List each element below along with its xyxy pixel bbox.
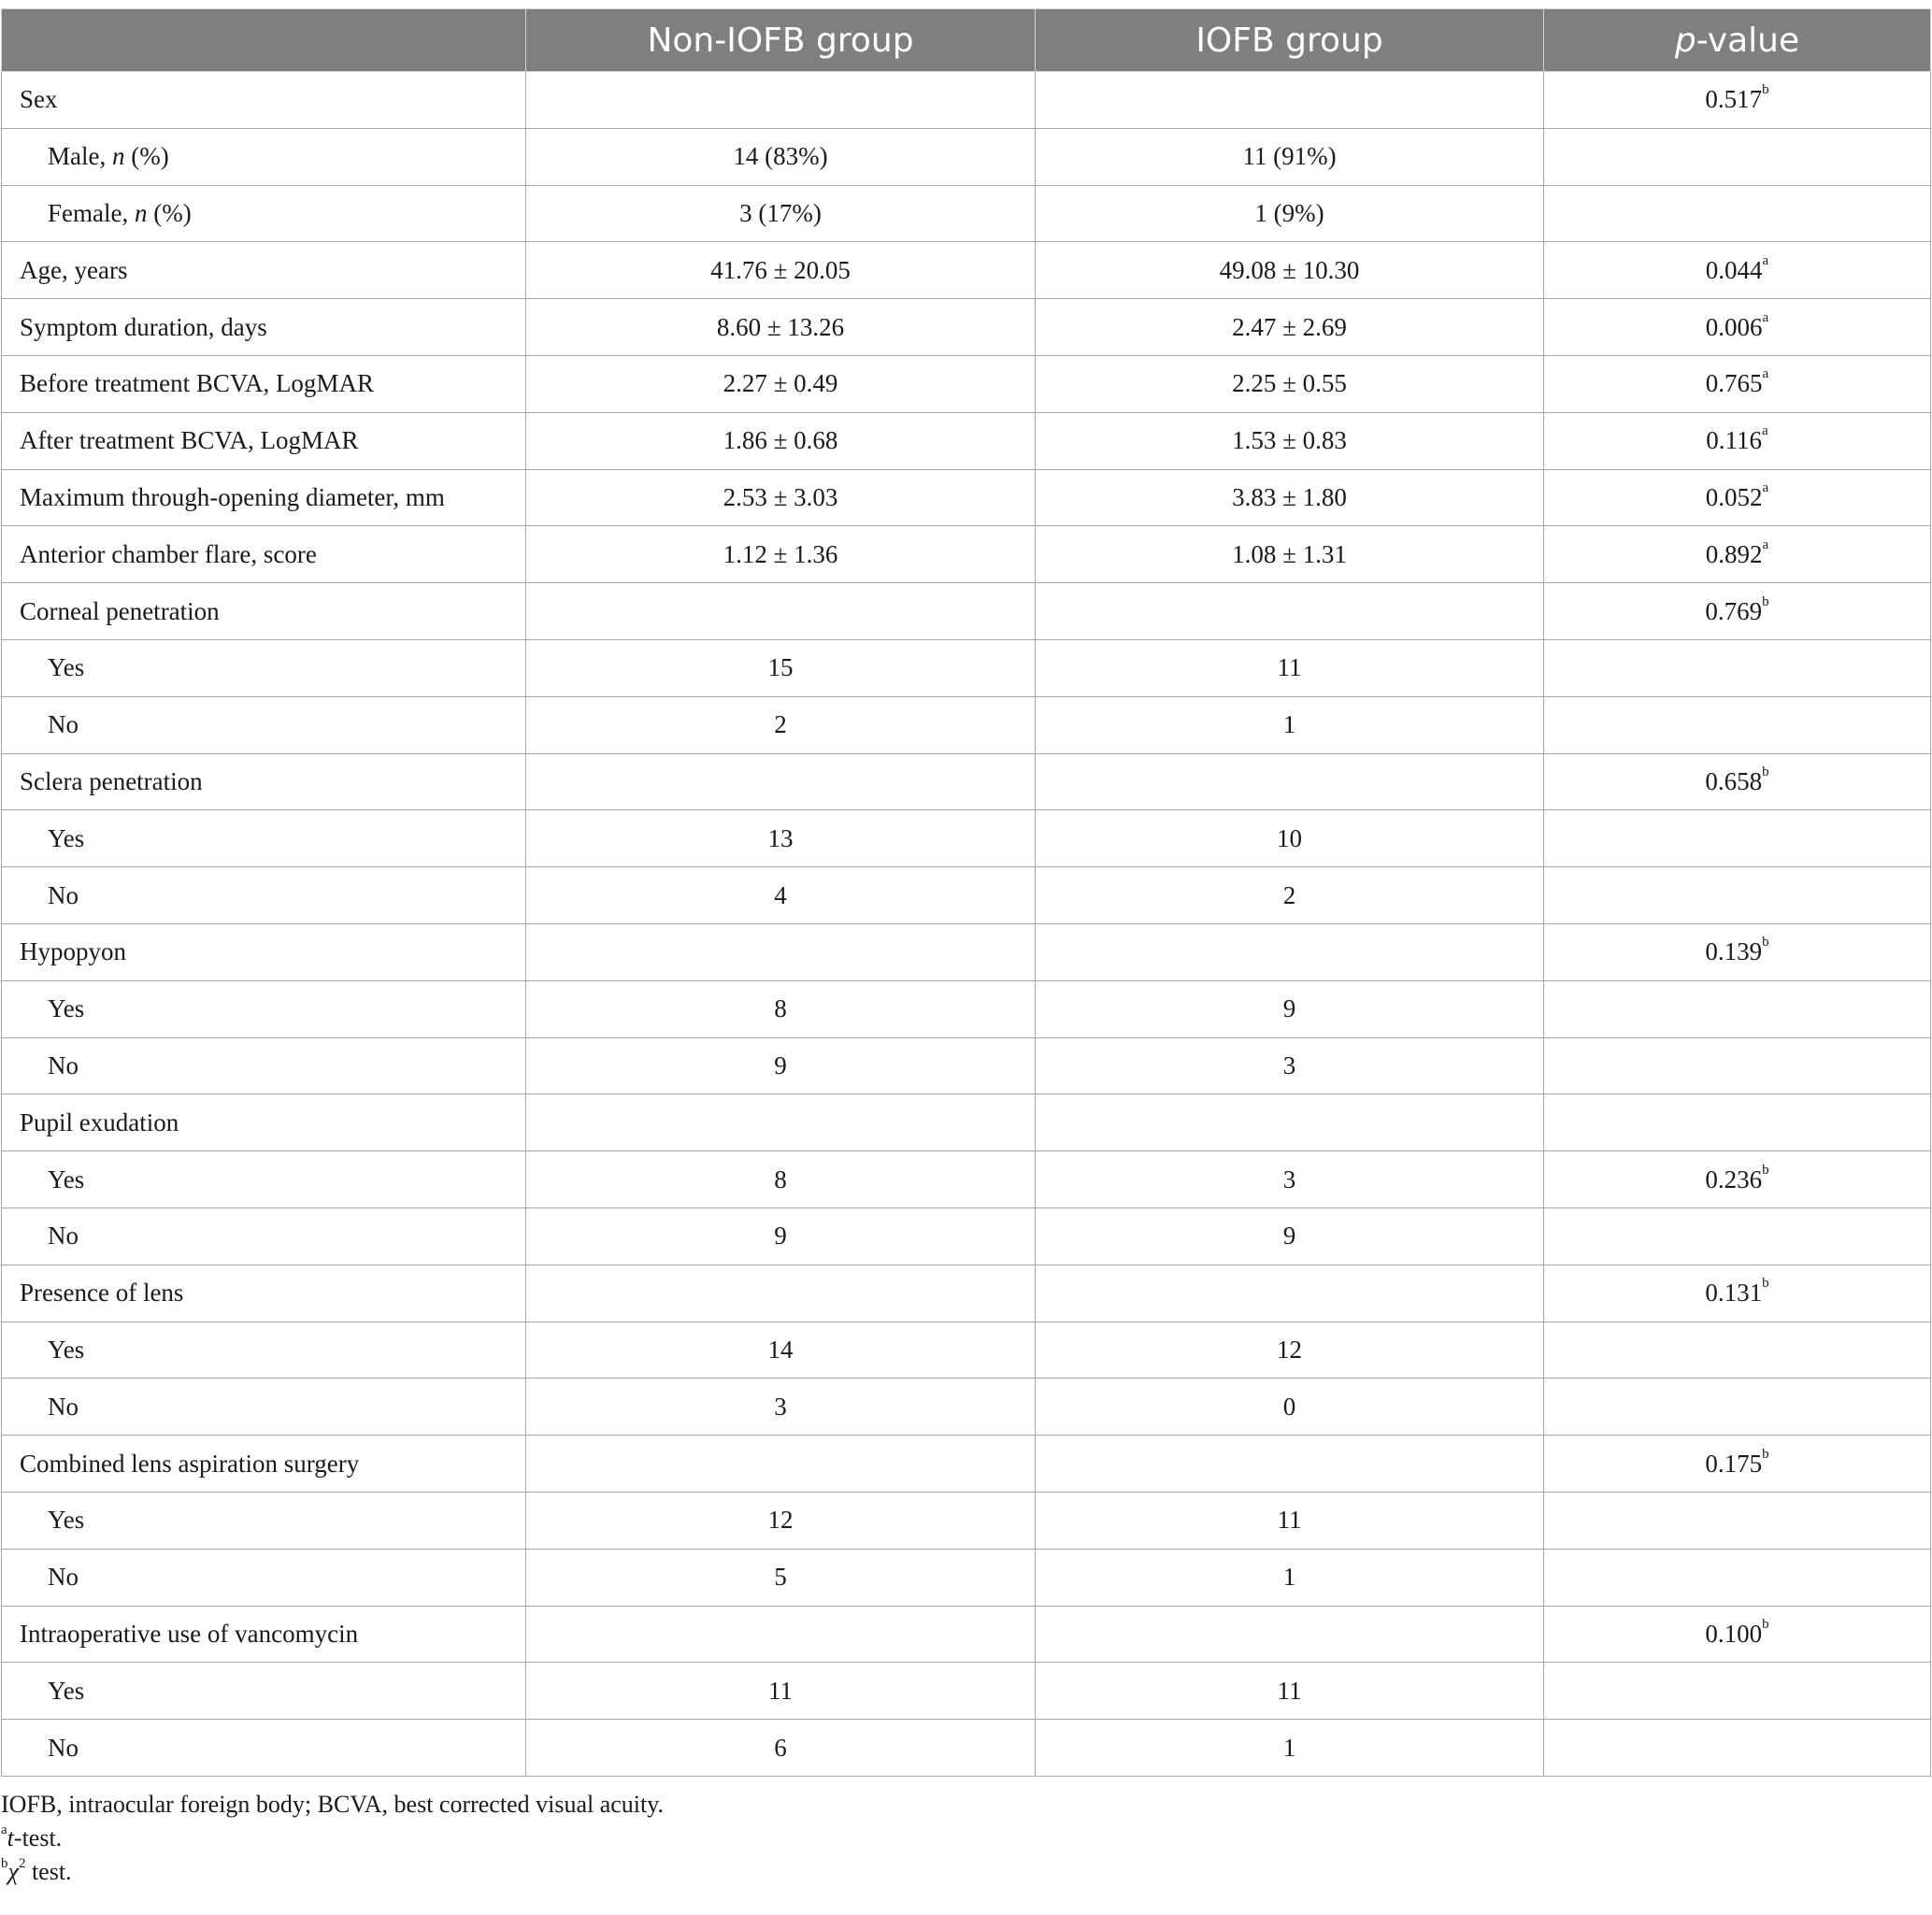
p-value-text: 0.175	[1705, 1449, 1763, 1478]
cell-p-value	[1544, 1606, 1931, 1663]
cell-p-value	[1544, 1037, 1931, 1094]
row-label	[2, 1265, 526, 1322]
p-value-footnote-mark: a	[1762, 536, 1769, 552]
cell-non-iofb	[526, 1094, 1036, 1151]
p-value-footnote-mark: b	[1762, 1276, 1769, 1292]
row-label	[2, 242, 526, 299]
header-non-iofb-group: Non-IOFB group	[526, 9, 1036, 72]
cell-iofb: 11	[1036, 639, 1544, 696]
cell-iofb: 3	[1036, 1151, 1544, 1208]
cell-iofb	[1036, 1436, 1544, 1493]
cell-p-value	[1544, 1379, 1931, 1436]
row-label-text: No	[48, 1733, 79, 1762]
cell-non-iofb	[526, 1436, 1036, 1493]
cell-non-iofb: 41.76 ± 20.05	[526, 242, 1036, 299]
cell-non-iofb: 3	[526, 1379, 1036, 1436]
table-row	[2, 639, 1931, 696]
table-row	[2, 696, 1931, 753]
footnote-a	[1, 1824, 62, 1852]
header-iofb-group: IOFB group	[1036, 9, 1544, 72]
p-value-text: 0.044	[1705, 255, 1763, 284]
cell-iofb: 12	[1036, 1322, 1544, 1379]
cell-p-value	[1544, 583, 1931, 640]
cell-iofb: 10	[1036, 810, 1544, 867]
table-row	[2, 1549, 1931, 1606]
cell-iofb: 2.47 ± 2.69	[1036, 299, 1544, 356]
cell-iofb: 1.08 ± 1.31	[1036, 526, 1544, 583]
cell-non-iofb: 8.60 ± 13.26	[526, 299, 1036, 356]
table-body	[2, 72, 1931, 1777]
row-label-text: Sclera penetration	[20, 766, 203, 795]
row-label	[2, 526, 526, 583]
row-label	[2, 1379, 526, 1436]
cell-p-value	[1544, 355, 1931, 412]
cell-p-value	[1544, 185, 1931, 242]
row-label-text: No	[48, 1563, 79, 1592]
row-label-text: Presence of lens	[20, 1279, 184, 1308]
cell-non-iofb: 5	[526, 1549, 1036, 1606]
row-label-text: Yes	[48, 1676, 85, 1705]
table-row	[2, 1492, 1931, 1549]
cell-iofb	[1036, 1606, 1544, 1663]
cell-p-value	[1544, 1720, 1931, 1777]
p-value-text: 0.006	[1705, 312, 1763, 341]
p-value-footnote-mark: b	[1762, 764, 1769, 779]
cell-p-value	[1544, 810, 1931, 867]
cell-non-iofb: 6	[526, 1720, 1036, 1777]
row-label	[2, 923, 526, 980]
cell-non-iofb: 3 (17%)	[526, 185, 1036, 242]
row-label	[2, 696, 526, 753]
row-label-text: Symptom duration, days	[20, 312, 267, 341]
header-p-value	[1544, 9, 1931, 72]
p-value-footnote-mark: a	[1762, 423, 1768, 439]
cell-iofb: 0	[1036, 1379, 1544, 1436]
footnote-b	[1, 1858, 72, 1886]
table-row	[2, 867, 1931, 924]
p-value-text: 0.139	[1705, 937, 1763, 966]
row-label-text: Yes	[48, 653, 85, 682]
cell-p-value	[1544, 639, 1931, 696]
cell-non-iofb: 1.12 ± 1.36	[526, 526, 1036, 583]
p-value-footnote-mark: b	[1762, 935, 1769, 950]
table-row	[2, 583, 1931, 640]
footnote-a-mark: a	[1, 1822, 7, 1837]
cell-p-value	[1544, 1094, 1931, 1151]
cell-iofb: 3.83 ± 1.80	[1036, 469, 1544, 526]
row-label	[2, 1151, 526, 1208]
row-label	[2, 1322, 526, 1379]
footnote-b-mark: b	[1, 1856, 8, 1871]
cell-p-value	[1544, 1265, 1931, 1322]
table-row	[2, 1720, 1931, 1777]
cell-p-value	[1544, 1436, 1931, 1493]
table-row	[2, 355, 1931, 412]
cell-p-value	[1544, 1151, 1931, 1208]
p-value-footnote-mark: a	[1762, 366, 1769, 382]
cell-non-iofb: 1.86 ± 0.68	[526, 412, 1036, 469]
table-row	[2, 1606, 1931, 1663]
cell-iofb	[1036, 753, 1544, 810]
cell-p-value	[1544, 867, 1931, 924]
row-label-text: Hypopyon	[20, 937, 126, 966]
cell-non-iofb	[526, 923, 1036, 980]
table-row	[2, 469, 1931, 526]
row-label	[2, 1094, 526, 1151]
cell-iofb: 2	[1036, 867, 1544, 924]
footnote-b-italic: χ	[7, 1858, 19, 1885]
cell-iofb: 49.08 ± 10.30	[1036, 242, 1544, 299]
p-value-text: 0.131	[1705, 1279, 1763, 1308]
table-row	[2, 185, 1931, 242]
row-label	[2, 128, 526, 185]
row-label-text: Pupil exudation	[20, 1108, 179, 1136]
cell-non-iofb	[526, 753, 1036, 810]
cell-iofb	[1036, 72, 1544, 129]
cell-non-iofb: 8	[526, 1151, 1036, 1208]
table-row	[2, 1322, 1931, 1379]
row-label	[2, 469, 526, 526]
cell-iofb: 11	[1036, 1663, 1544, 1720]
row-label-suffix: (%)	[124, 142, 169, 171]
data-table	[1, 8, 1931, 1777]
table-row	[2, 299, 1931, 356]
cell-non-iofb: 4	[526, 867, 1036, 924]
p-value-footnote-mark: a	[1762, 252, 1769, 268]
row-label	[2, 1037, 526, 1094]
p-value-text: 0.658	[1705, 766, 1763, 795]
table-row	[2, 980, 1931, 1037]
cell-non-iofb: 15	[526, 639, 1036, 696]
cell-iofb: 9	[1036, 980, 1544, 1037]
cell-non-iofb: 8	[526, 980, 1036, 1037]
table-row	[2, 810, 1931, 867]
footnote-a-text: -test.	[13, 1824, 63, 1851]
cell-non-iofb: 14	[526, 1322, 1036, 1379]
row-label	[2, 355, 526, 412]
p-value-footnote-mark: b	[1762, 1446, 1769, 1462]
row-label-text: Age, years	[20, 255, 128, 284]
row-label-text: Yes	[48, 1165, 85, 1193]
row-label-text: Male,	[48, 142, 112, 171]
cell-non-iofb: 2	[526, 696, 1036, 753]
row-label-text: Maximum through-opening diameter, mm	[20, 482, 445, 511]
row-label	[2, 810, 526, 867]
row-label-italic: n	[111, 142, 125, 171]
row-label-text: Combined lens aspiration surgery	[20, 1449, 360, 1478]
table-row	[2, 1151, 1931, 1208]
row-label-text: Yes	[48, 823, 85, 852]
footnote-b-text: test.	[25, 1858, 72, 1885]
cell-p-value	[1544, 299, 1931, 356]
p-value-text: 0.100	[1705, 1619, 1763, 1648]
footnote-b-sup: 2	[18, 1856, 26, 1871]
row-label-text: No	[48, 880, 79, 909]
table-row	[2, 1265, 1931, 1322]
cell-non-iofb: 9	[526, 1037, 1036, 1094]
footnote-abbreviations: IOFB, intraocular foreign body; BCVA, best corrected visual acuity.	[1, 1791, 665, 1818]
table-row	[2, 242, 1931, 299]
cell-iofb: 1	[1036, 1720, 1544, 1777]
table-header	[2, 9, 1931, 72]
cell-p-value	[1544, 469, 1931, 526]
header-empty-cell	[2, 9, 526, 72]
cell-iofb	[1036, 583, 1544, 640]
cell-iofb: 1 (9%)	[1036, 185, 1544, 242]
cell-non-iofb: 11	[526, 1663, 1036, 1720]
table-row	[2, 923, 1931, 980]
row-label-text: Yes	[48, 994, 85, 1023]
cell-iofb	[1036, 1094, 1544, 1151]
row-label	[2, 1436, 526, 1493]
cell-non-iofb	[526, 72, 1036, 129]
cell-iofb: 1	[1036, 1549, 1544, 1606]
row-label	[2, 867, 526, 924]
cell-iofb: 1.53 ± 0.83	[1036, 412, 1544, 469]
p-value-text: 0.765	[1705, 369, 1763, 398]
table-row	[2, 128, 1931, 185]
cell-non-iofb	[526, 1265, 1036, 1322]
row-label-text: Yes	[48, 1335, 85, 1364]
row-label	[2, 753, 526, 810]
footnote-a-italic: t	[7, 1824, 14, 1851]
p-value-text: 0.769	[1705, 596, 1763, 625]
cell-iofb: 11	[1036, 1492, 1544, 1549]
cell-non-iofb	[526, 1606, 1036, 1663]
row-label	[2, 299, 526, 356]
row-label-text: Yes	[48, 1506, 85, 1535]
p-value-footnote-mark: b	[1762, 1162, 1769, 1178]
cell-p-value	[1544, 696, 1931, 753]
cell-iofb: 9	[1036, 1208, 1544, 1265]
header-p-rest: -value	[1696, 21, 1800, 60]
p-value-footnote-mark: b	[1762, 593, 1769, 609]
cell-p-value	[1544, 72, 1931, 129]
table-row	[2, 1208, 1931, 1265]
row-label-text: Corneal penetration	[20, 596, 220, 625]
p-value-text: 0.236	[1705, 1165, 1763, 1193]
cell-p-value	[1544, 1492, 1931, 1549]
cell-iofb: 1	[1036, 696, 1544, 753]
row-label	[2, 1606, 526, 1663]
cell-p-value	[1544, 1208, 1931, 1265]
p-value-footnote-mark: a	[1762, 479, 1769, 495]
cell-iofb	[1036, 1265, 1544, 1322]
cell-non-iofb	[526, 583, 1036, 640]
row-label	[2, 583, 526, 640]
cell-iofb	[1036, 923, 1544, 980]
p-value-text: 0.116	[1706, 426, 1763, 455]
header-row	[2, 9, 1931, 72]
cell-iofb: 3	[1036, 1037, 1544, 1094]
p-value-footnote-mark: a	[1762, 309, 1769, 325]
table-row	[2, 526, 1931, 583]
row-label	[2, 1208, 526, 1265]
row-label-text: No	[48, 1392, 79, 1421]
cell-p-value	[1544, 1663, 1931, 1720]
table-row	[2, 1379, 1931, 1436]
cell-p-value	[1544, 242, 1931, 299]
table-row	[2, 1094, 1931, 1151]
row-label-text: After treatment BCVA, LogMAR	[20, 426, 359, 455]
row-label-text: No	[48, 710, 79, 739]
row-label	[2, 1492, 526, 1549]
row-label	[2, 1720, 526, 1777]
row-label-text: No	[48, 1222, 79, 1250]
cell-non-iofb: 12	[526, 1492, 1036, 1549]
cell-iofb: 2.25 ± 0.55	[1036, 355, 1544, 412]
row-label-text: Intraoperative use of vancomycin	[20, 1619, 359, 1648]
row-label	[2, 72, 526, 129]
row-label-text: Before treatment BCVA, LogMAR	[20, 369, 374, 398]
cell-p-value	[1544, 128, 1931, 185]
row-label	[2, 412, 526, 469]
p-value-text: 0.892	[1705, 539, 1763, 568]
row-label	[2, 980, 526, 1037]
cell-p-value	[1544, 753, 1931, 810]
row-label	[2, 639, 526, 696]
row-label-text: Sex	[20, 85, 58, 114]
table-row	[2, 1037, 1931, 1094]
cell-p-value	[1544, 412, 1931, 469]
cell-non-iofb: 13	[526, 810, 1036, 867]
cell-p-value	[1544, 526, 1931, 583]
cell-iofb: 11 (91%)	[1036, 128, 1544, 185]
table-row	[2, 412, 1931, 469]
row-label-text: Female,	[48, 198, 135, 227]
cell-p-value	[1544, 1549, 1931, 1606]
cell-p-value	[1544, 980, 1931, 1037]
cell-non-iofb: 9	[526, 1208, 1036, 1265]
p-value-footnote-mark: b	[1762, 82, 1769, 98]
header-p-italic: p	[1674, 21, 1696, 60]
row-label	[2, 185, 526, 242]
table-row	[2, 753, 1931, 810]
row-label-text: Anterior chamber flare, score	[20, 539, 317, 568]
cell-non-iofb: 14 (83%)	[526, 128, 1036, 185]
cell-p-value	[1544, 923, 1931, 980]
table-row	[2, 1663, 1931, 1720]
row-label-suffix: (%)	[147, 198, 192, 227]
p-value-footnote-mark: b	[1762, 1616, 1769, 1632]
table-row	[2, 72, 1931, 129]
p-value-text: 0.052	[1705, 482, 1763, 511]
cell-non-iofb: 2.53 ± 3.03	[526, 469, 1036, 526]
cell-non-iofb: 2.27 ± 0.49	[526, 355, 1036, 412]
row-label	[2, 1549, 526, 1606]
table-row	[2, 1436, 1931, 1493]
cell-p-value	[1544, 1322, 1931, 1379]
row-label	[2, 1663, 526, 1720]
row-label-text: No	[48, 1050, 79, 1079]
p-value-text: 0.517	[1705, 85, 1763, 114]
row-label-italic: n	[134, 198, 148, 227]
